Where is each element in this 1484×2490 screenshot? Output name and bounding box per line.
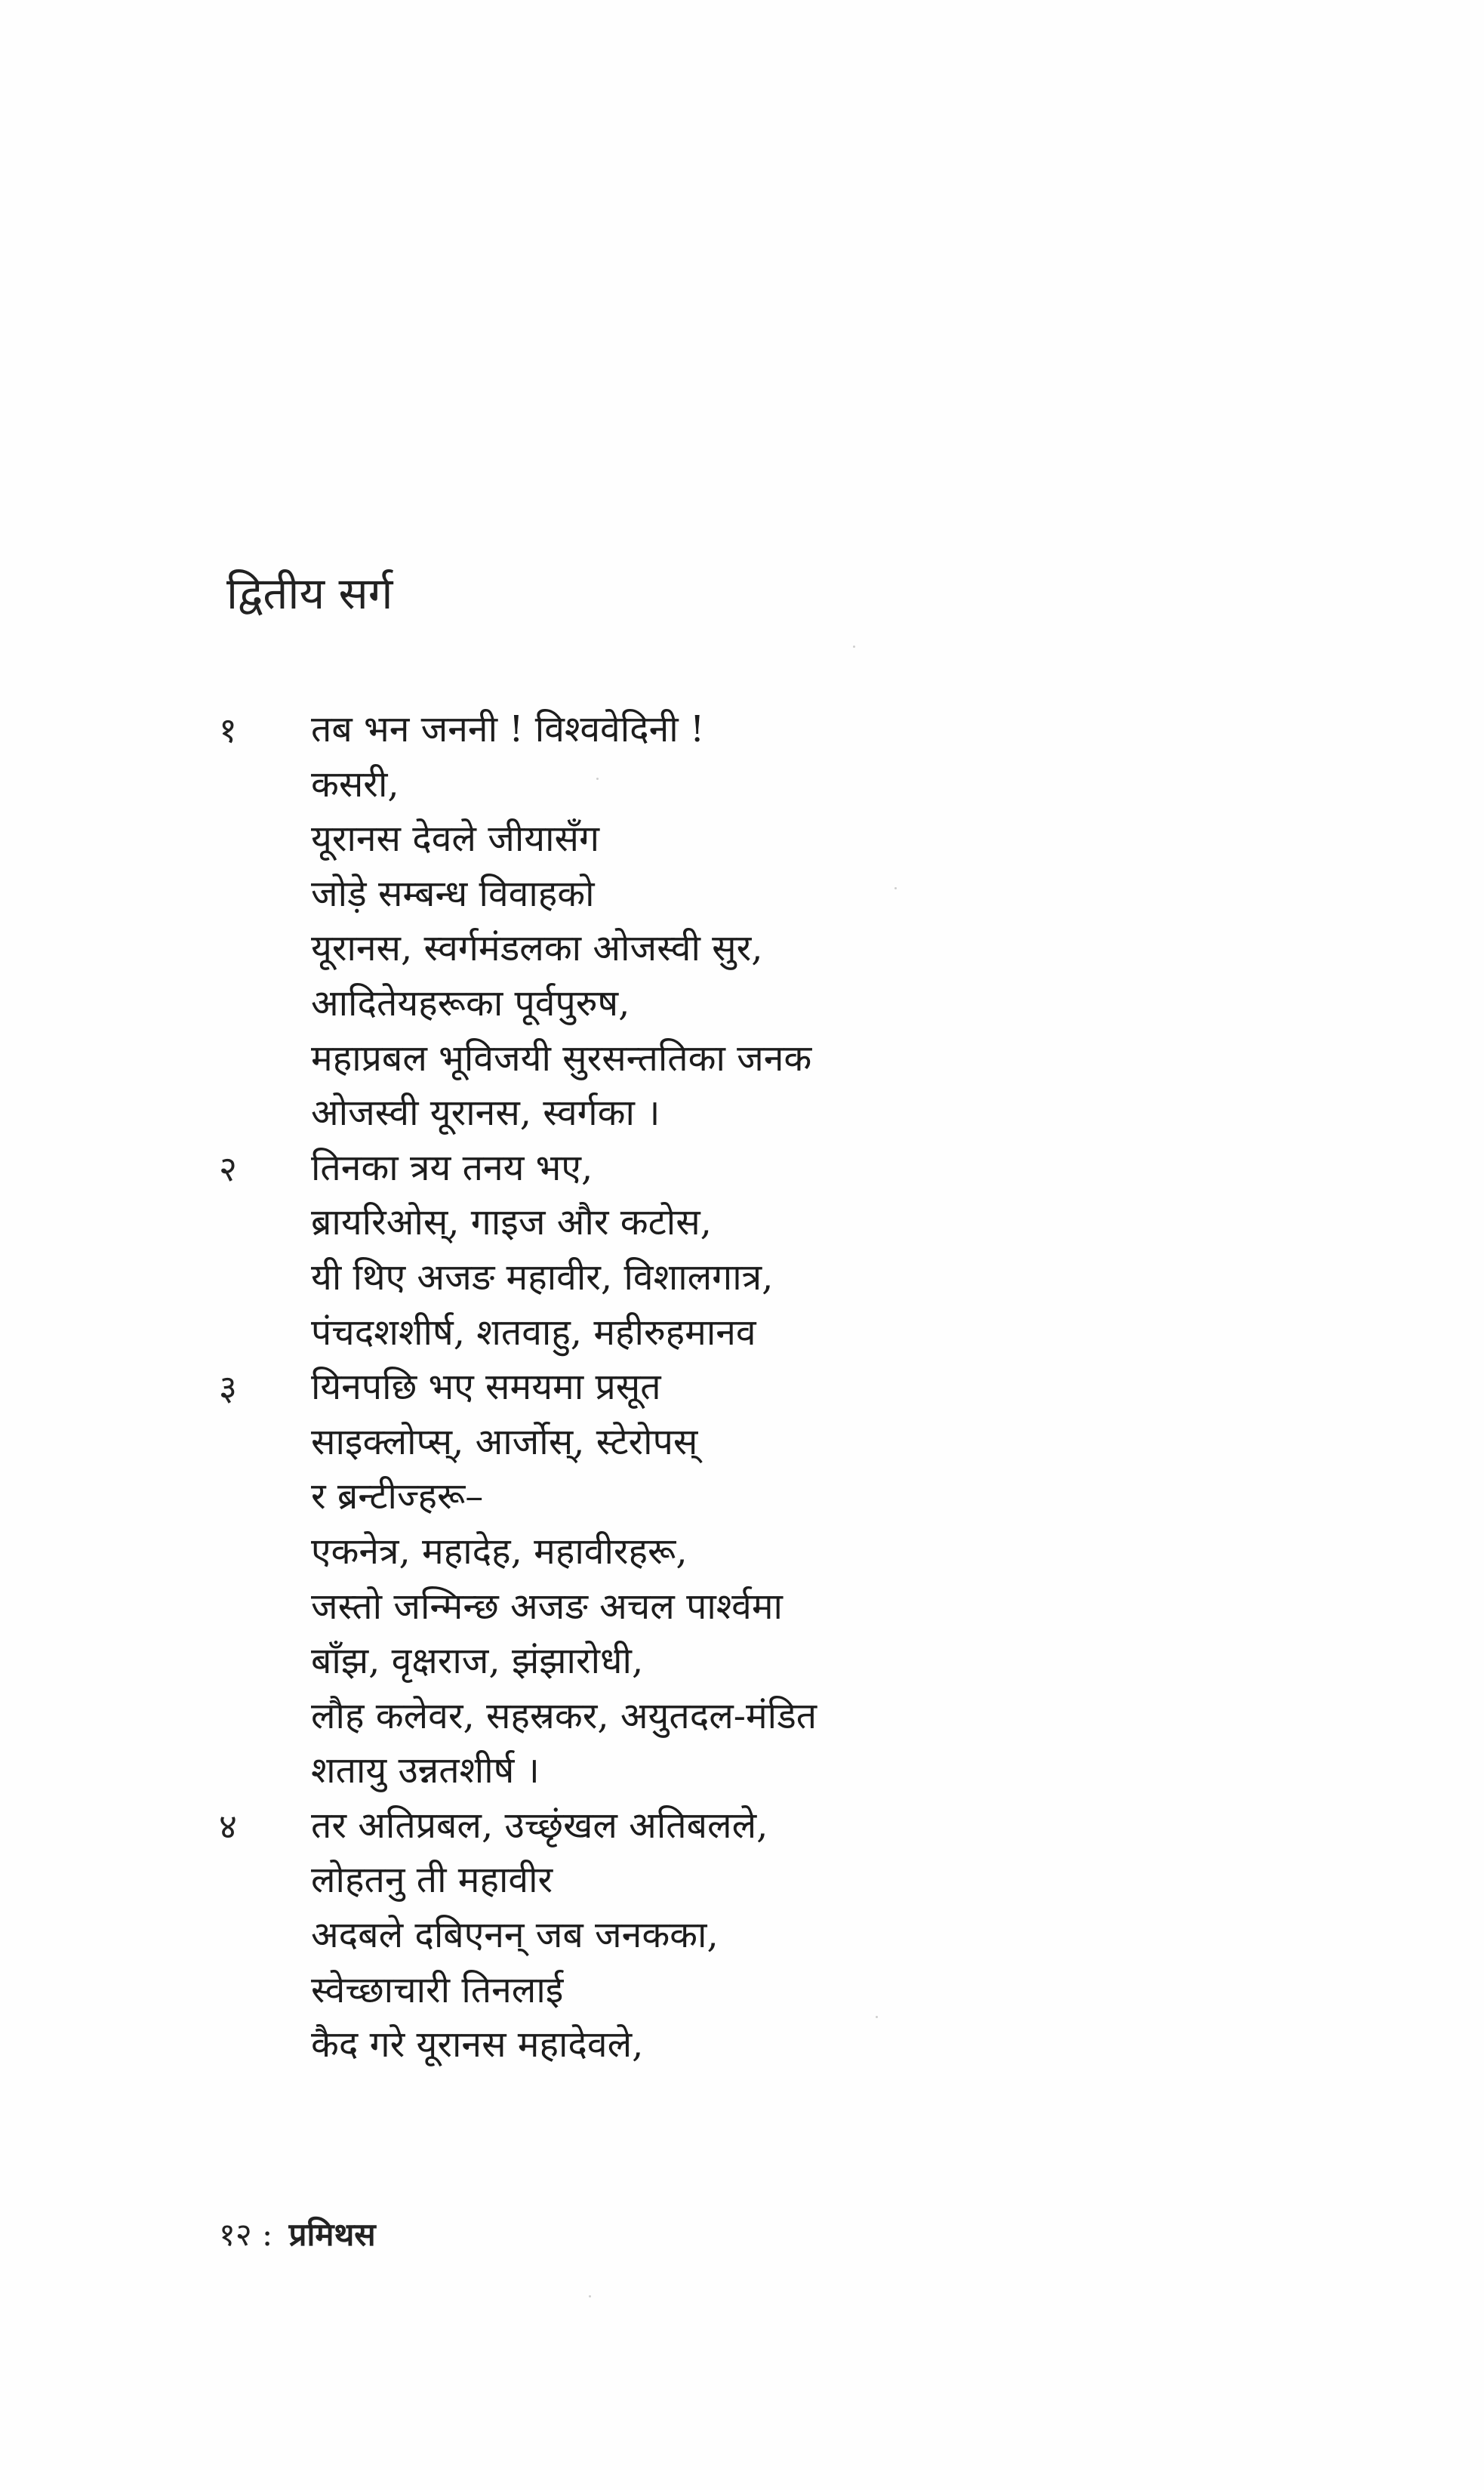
scan-speck [596,778,599,780]
scan-speck [853,646,855,648]
chapter-title: द्वितीय सर्ग [226,568,393,619]
poem-line: जस्तो जन्मिन्छ अजङ अचल पार्श्वमा [311,1585,783,1628]
poem-line: यी थिए अजङ महावीर, विशालगात्र, [311,1256,774,1299]
poem-line: तब भन जननी ! विश्ववेदिनी ! [311,708,705,750]
poem-line: पंचदशशीर्ष, शतवाहु, महीरुहमानव [311,1311,756,1354]
page-footer [219,2216,376,2254]
scan-speck [589,2295,591,2297]
poem-line: साइक्लोप्स्, आर्जोस्, स्टेरोपस् [311,1420,698,1463]
poem-line: ब्रायरिओस्, गाइज और कटोस, [311,1201,712,1244]
poem-line: शतायु उन्नतशीर्ष । [311,1749,540,1792]
page-number: १२ [219,2216,252,2253]
verse-number: ३ [219,1367,237,1409]
poem-line: आदितेयहरूका पूर्वपुरुष, [311,982,630,1025]
stanza-3 [219,1360,1276,1798]
poem-line: तर अतिप्रबल, उच्छृंखल अतिबलले, [311,1804,768,1847]
running-title: प्रमिथस [288,2216,376,2253]
stanza-2 [219,1141,1276,1360]
poem-line: जोड़े सम्बन्ध विवाहको [311,872,595,915]
poem-line: यूरानस देवले जीयासँग [311,818,600,861]
poem-line: लौह कलेवर, सहस्रकर, अयुतदल-मंडित [311,1694,817,1737]
verse-number: २ [219,1148,237,1189]
verse-number: १ [219,710,237,750]
poem-line: ओजस्वी यूरानस, स्वर्गका । [311,1092,660,1135]
footer-separator: : [262,2216,273,2253]
poem-line: महाप्रबल भूविजयी सुरसन्ततिका जनक [311,1037,812,1080]
poem-line: यिनपछि भए समयमा प्रसूत [311,1366,661,1409]
verse-number: ४ [219,1805,237,1847]
scan-speck [876,2016,878,2018]
poem-line: कसरी, [311,763,399,806]
poem-line: तिनका त्रय तनय भए, [311,1146,593,1189]
poem-line: अदबले दबिएनन् जब जनकका, [311,1914,719,1957]
poem-line: लोहतनु ती महावीर [311,1859,553,1902]
poem-line: कैद गरे यूरानस महादेवले, [311,2023,644,2066]
stanza-1 [219,702,1276,1141]
poem-line: र ब्रन्टीज्हरू– [311,1475,484,1518]
scan-speck [894,887,897,889]
poem-line: यूरानस, स्वर्गमंडलका ओजस्वी सुर, [311,927,763,970]
stanza-4 [219,1798,1276,2072]
poem-line: स्वेच्छाचारी तिनलाई [311,1968,564,2011]
poem-line: एकनेत्र, महादेह, महावीरहरू, [311,1530,688,1573]
poem-line: बाँझ, वृक्षराज, झंझारोधी, [311,1640,644,1683]
poem-body [219,702,1276,2072]
